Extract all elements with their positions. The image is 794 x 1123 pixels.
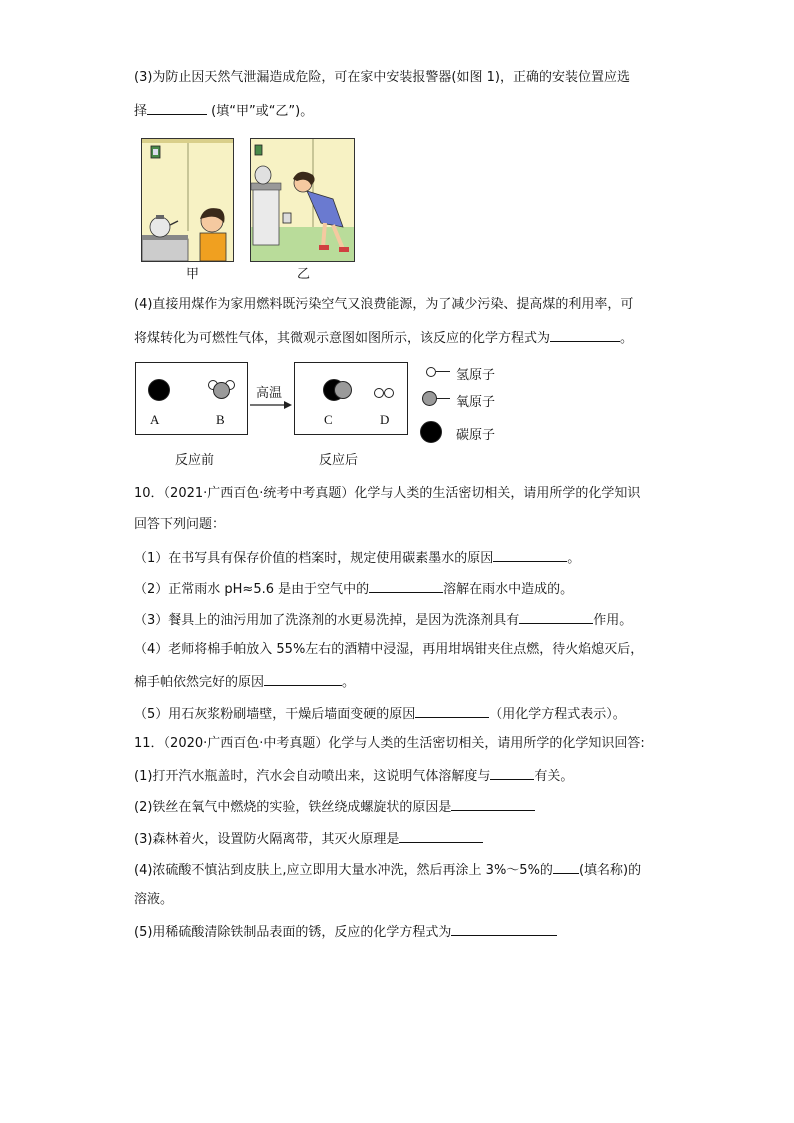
q10-s4: （4）老师将棉手帕放入 55%左右的酒精中浸湿，再用坩埚钳夹住点燃，待火焰熄灭后，	[134, 642, 644, 657]
q4-line2: 将煤转化为可燃性气体，其微观示意图如图所示，该反应的化学方程式为 。	[134, 328, 633, 348]
q4-line1: (4)直接用煤作为家用燃料既污染空气又浪费能源，为了减少污染、提高煤的利用率，可	[134, 297, 634, 312]
legend-hydrogen-icon	[426, 367, 436, 377]
legend-line	[436, 371, 450, 372]
hydrogen-atom-D1	[374, 388, 384, 398]
illustration-jia	[141, 138, 234, 262]
q11-s1: (1)打开汽水瓶盖时，汽水会自动喷出来，这说明气体溶解度与 有关。	[134, 766, 573, 786]
legend-oxygen-icon	[422, 391, 437, 406]
q3-line1: (3)为防止因天然气泄漏造成危险，可在家中安装报警器(如图 1)，正确的安装位置应选	[134, 70, 630, 85]
reaction-condition: 高温	[256, 386, 283, 401]
hydrogen-atom-D2	[384, 388, 394, 398]
oxygen-atom-C	[334, 381, 352, 399]
legend-carbon-icon	[420, 421, 442, 443]
label-D: D	[380, 412, 390, 427]
legend-hydrogen-label: 氢原子	[456, 368, 496, 383]
answer-blank[interactable]	[550, 328, 620, 342]
q10-line1: 10．（2021·广西百色·统考中考真题）化学与人类的生活密切相关，请用所学的化学知识	[134, 486, 641, 501]
carbon-atom-A	[148, 379, 170, 401]
legend-line	[437, 398, 450, 399]
q10-s5: （5）用石灰浆粉刷墙壁，干燥后墙面变硬的原因 （用化学方程式表示）。	[134, 704, 626, 724]
caption-yi: 乙	[297, 267, 311, 282]
answer-blank[interactable]	[553, 860, 579, 874]
answer-blank[interactable]	[519, 610, 593, 624]
q3-line2: 择 (填“甲”或“乙”)。	[134, 101, 313, 121]
q10-line2: 回答下列问题：	[134, 517, 226, 532]
q10-s2: （2）正常雨水 pH≈5.6 是由于空气中的 溶解在雨水中造成的。	[134, 579, 573, 599]
q11-line1: 11．（2020·广西百色·中考真题）化学与人类的生活密切相关，请用所学的化学知识回答:	[134, 736, 645, 751]
caption-before: 反应前	[175, 453, 215, 468]
legend-oxygen-label: 氧原子	[456, 395, 496, 410]
q11-s3: (3)森林着火，设置防火隔离带，其灭火原理是	[134, 829, 483, 849]
q11-s2: (2)铁丝在氧气中燃烧的实验，铁丝绕成螺旋状的原因是	[134, 797, 535, 817]
q11-s4: (4)浓硫酸不慎沾到皮肤上,应立即用大量水冲洗，然后再涂上 3%～5%的 (填名称)的	[134, 860, 641, 880]
answer-blank[interactable]	[147, 101, 207, 115]
q11-s4-cont: 溶液。	[134, 892, 174, 907]
q10-s1: （1）在书写具有保存价值的档案时，规定使用碳素墨水的原因 。	[134, 548, 580, 568]
label-B: B	[216, 412, 225, 427]
q10-s3: （3）餐具上的油污用加了洗涤剂的水更易洗掉，是因为洗涤剂具有 作用。	[134, 610, 632, 630]
illustration-yi	[250, 138, 355, 262]
after-reaction-box	[294, 362, 408, 435]
answer-blank[interactable]	[451, 797, 535, 811]
label-C: C	[324, 412, 333, 427]
legend-carbon-label: 碳原子	[456, 428, 496, 443]
answer-blank[interactable]	[415, 704, 489, 718]
q10-s4-cont: 棉手帕依然完好的原因 。	[134, 672, 355, 692]
answer-blank[interactable]	[490, 766, 534, 780]
answer-blank[interactable]	[451, 922, 557, 936]
answer-blank[interactable]	[493, 548, 567, 562]
caption-jia: 甲	[186, 267, 200, 282]
q11-s5: (5)用稀硫酸清除铁制品表面的锈，反应的化学方程式为	[134, 922, 557, 942]
answer-blank[interactable]	[264, 672, 342, 686]
oxygen-atom-B	[213, 382, 230, 399]
answer-blank[interactable]	[369, 579, 443, 593]
label-A: A	[150, 412, 160, 427]
answer-blank[interactable]	[399, 829, 483, 843]
caption-after: 反应后	[319, 453, 359, 468]
reaction-arrow	[250, 399, 292, 409]
